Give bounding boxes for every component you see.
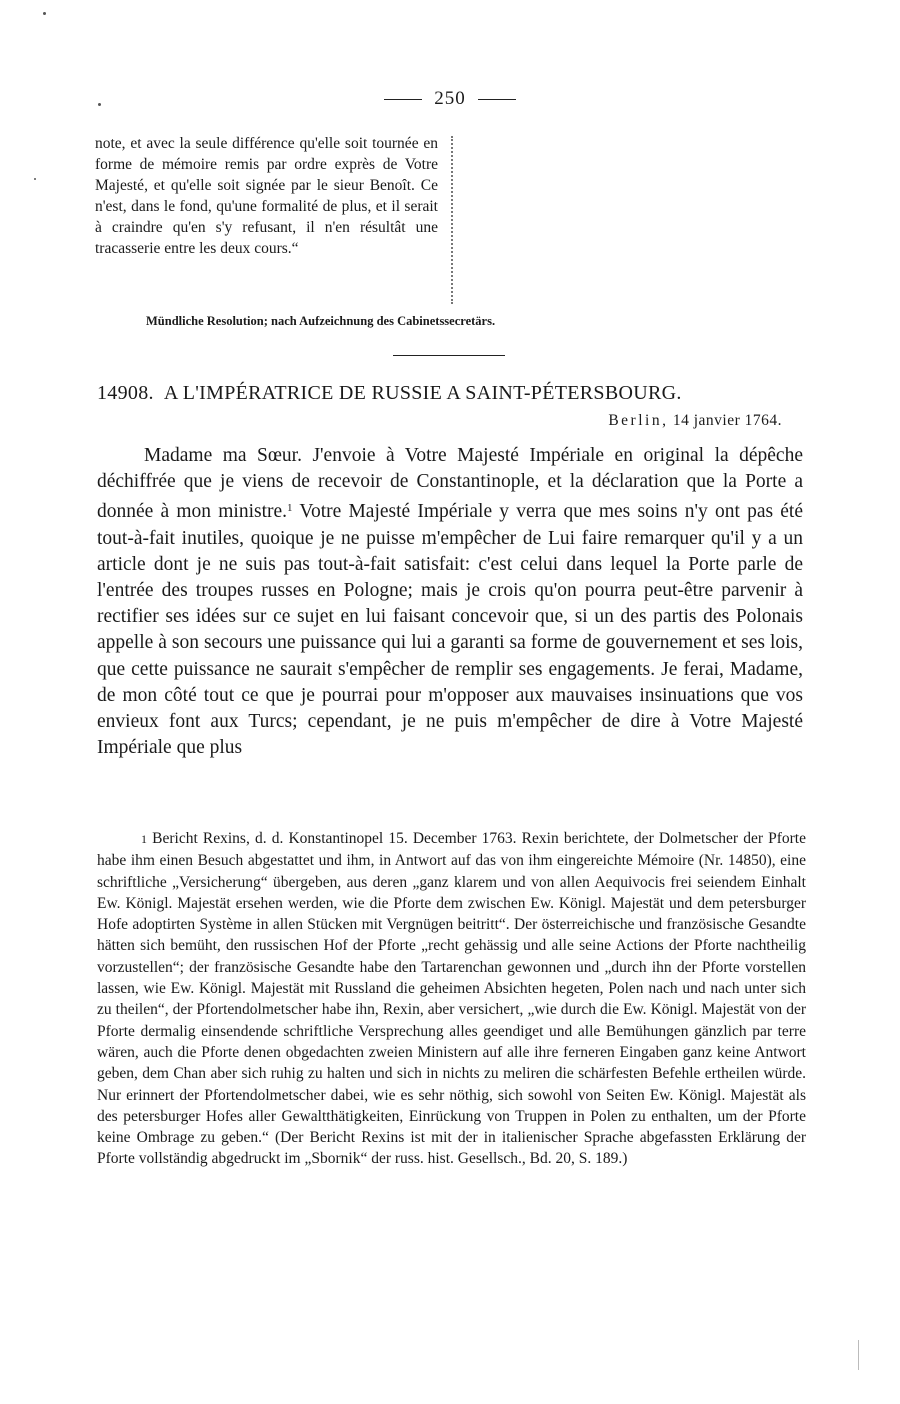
scan-speck xyxy=(43,12,46,15)
letter-body-part2: Votre Majesté Impériale y verra que mes soins n'y ont pas été tout-à-fait inutiles, quoique je ne puisse m'empêcher de Lui faire remarquer qu'il y a un article dont je ne suis pas tout-à-fait satisfait: c'est celui dans lequel la Porte parle de l'entrée des troupes russes en Pologne; mais je crois qu'on pourra peut-être parvenir à rectifier ses idées sur ce sujet en lui faisant concevoir que, si un des partis des Polonais appelle à son secours une puissance qui lui a garanti sa forme de gouvernement et ses lois, que cette puissance ne saurait s'empêcher de remplir ses engagements. Je ferai, Madame, de mon côté tout ce que je pourrai pour m'opposer aux mauvaises insinuations que vos envieux font aux Turcs; cependant, je ne puis m'empêcher de dire à Votre Majesté Impériale que plus xyxy=(97,501,804,759)
page-header xyxy=(0,88,900,110)
resolution-note: Mündliche Resolution; nach Aufzeichnung des Cabinetssecretärs. xyxy=(146,314,496,328)
header-dash-right xyxy=(478,99,516,100)
footnote-text: Bericht Rexins, d. d. Konstantinopel 15. December 1763. Rexin berichtete, der Dolmetscher der Pforte habe ihm einen Besuch abgestattet und ihm, in Antwort auf das von ihm eingereichte Mémoire (Nr. 14850), eine schriftliche „Versicherung“ übergeben, aus deren „ganz klarem und von allen Aequivocis frei seiendem Einhalt Ew. Königl. Majestät ersehen werden, wie die Pforte dem zwischen Ew. Königl. Majestät und dem petersburger Hofe adoptirten Système in allen Stücken mit Vergnügen beitritt“. Der österreichische und französische Gesandte hätten sich bemüht, den russischen Hof der Pforte „recht gehässig und alle seine Actions der Pforte nachtheilig vorzustellen“; der französische Gesandte habe den Tartarenchan gewonnen und „durch ihn der Pforte vorstellen lassen, wie Ew. Königl. Majestät mit Russland die geheimen Absichten hegeten, Polen nach und nach unter sich zu theilen“, der Pfortendolmetscher habe ihn, Rexin, aber versichert, „wie durch die Ew. Königl. Majestät von der Pforte dermalig einsendende schriftliche Versprechung alles geendiget und alle Bemühungen gänzlich par terre wären, auch die Pforte denen obgedachten zweien Ministern auf alle ihre ferneren Eingaben ganz keine Antwort geben, dem Chan aber sich ruhig zu halten und sich in nichts zu meliren die schärfesten Befehle ertheilen würde. Nur erinnert der Pfortendolmetscher dabei, wie es sehr nöthig, sich sowohl von Seiten Ew. Königl. Majestät als des petersburger Hofes aller Gewaltthätigkeiten, Einrückung von Truppen in Polen zu enthalten, um der Pforte keine Ombrage zu geben.“ (Der Bericht Rexins ist mit der in italienischer Sprache abgefassten Erklärung der Pforte vollständig abgedruckt im „Sbornik“ der russ. hist. Gesellsch., Bd. 20, S. 189.) xyxy=(97,830,806,1168)
note-text: note, et avec la seule différence qu'elle soit tournée en forme de mémoire remis par ordre exprès de Votre Majesté, et qu'elle soit signée par le sieur Benoît. Ce n'est, dans le fond, qu'une formalité de plus, et il serait à craindre qu'en s'y refusant, il n'en résultât une tracasserie entre les deux cours.“ xyxy=(95,135,438,257)
dotted-margin-rule xyxy=(451,136,453,304)
footnote xyxy=(97,828,806,1170)
letter-dateline xyxy=(608,412,782,430)
scan-speck xyxy=(34,178,36,180)
letter-number: 14908. xyxy=(97,382,154,404)
letter-heading xyxy=(97,382,807,405)
letter-body xyxy=(97,443,803,761)
page-number: 250 xyxy=(434,88,466,109)
letter-title: A L'IMPÉRATRICE DE RUSSIE A SAINT-PÉTERSBOURG. xyxy=(163,382,682,404)
footnote-reference: 1 xyxy=(287,502,293,515)
footnote-mark: 1 xyxy=(141,832,147,846)
footnote-paragraph xyxy=(97,828,806,1170)
letter-place: Berlin, xyxy=(608,412,669,429)
header-dash-left xyxy=(384,99,422,100)
section-divider xyxy=(393,355,505,356)
letter-body-part1: Madame ma Sœur. J'envoie à Votre Majesté Impériale en original la dépêche déchiffrée que je viens de recevoir de Constantinople, et la déclaration que la Porte a donnée à mon ministre. xyxy=(97,445,803,523)
letter-date: 14 janvier 1764. xyxy=(672,412,782,429)
letter-paragraph xyxy=(97,443,803,761)
scan-margin-mark xyxy=(858,1340,859,1370)
previous-letter-continuation xyxy=(95,133,438,259)
